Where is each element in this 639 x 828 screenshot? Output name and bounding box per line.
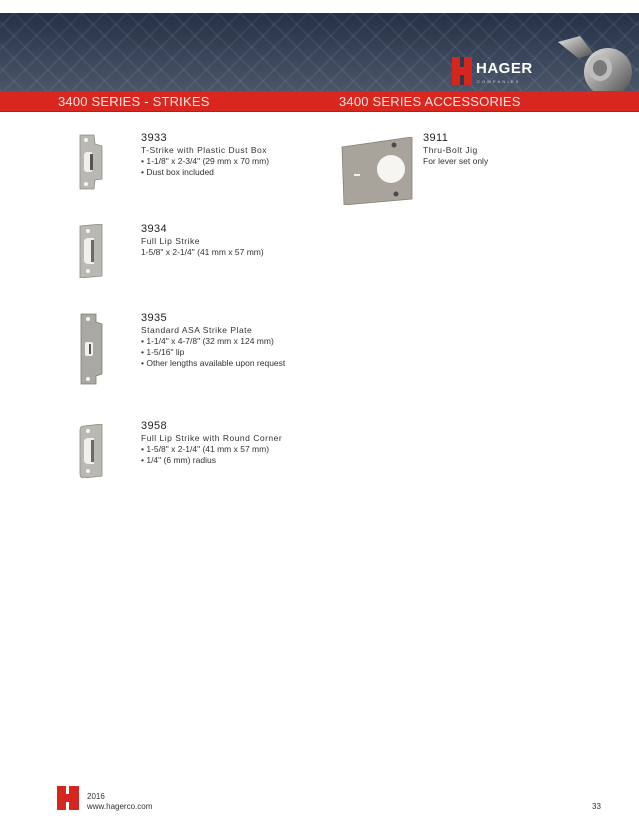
product-name: Full Lip Strike with Round Corner	[141, 433, 283, 443]
page-number: 33	[592, 802, 601, 811]
product-detail: • 1/4" (6 mm) radius	[141, 455, 216, 465]
round-corner-strike-image-icon	[78, 424, 104, 478]
section-bar	[0, 91, 639, 112]
product-detail: • 1-5/8" x 2-1/4" (41 mm x 57 mm)	[141, 444, 270, 454]
asa-strike-plate-image-icon	[79, 313, 105, 385]
product-detail: • Other lengths available upon request	[141, 358, 286, 368]
product-detail: • 1-5/16" lip	[141, 347, 185, 357]
product-name: Thru-Bolt Jig	[423, 145, 478, 155]
product-detail: • 1-1/8" x 2-3/4" (29 mm x 70 mm)	[141, 156, 270, 166]
product-name: Full Lip Strike	[141, 236, 200, 246]
product-number: 3911	[423, 132, 449, 144]
door-lever-icon	[558, 36, 639, 98]
header-banner	[0, 13, 639, 91]
footer-year: 2016	[87, 792, 105, 801]
thru-bolt-jig-image-icon	[340, 137, 414, 205]
product-detail: For lever set only	[423, 156, 489, 166]
t-strike-image-icon	[78, 134, 104, 190]
product-detail: 1-5/8" x 2-1/4" (41 mm x 57 mm)	[141, 247, 264, 257]
product-number: 3958	[141, 420, 168, 432]
product-detail: • 1-1/4" x 4-7/8" (32 mm x 124 mm)	[141, 336, 274, 346]
hager-logo-mark-icon	[452, 57, 472, 85]
footer-hager-logo-icon	[57, 786, 79, 810]
product-number: 3934	[141, 223, 168, 235]
product-number: 3933	[141, 132, 168, 144]
product-name: T-Strike with Plastic Dust Box	[141, 145, 268, 155]
section-title-accessories: 3400 SERIES ACCESSORIES	[339, 94, 521, 109]
product-detail: • Dust box included	[141, 167, 214, 177]
brand-name: HAGER	[476, 60, 533, 77]
product-number: 3935	[141, 312, 168, 324]
footer-website-link[interactable]: www.hagerco.com	[87, 802, 153, 811]
brand-subtitle: COMPANIES	[477, 79, 521, 84]
hager-logo	[452, 57, 552, 91]
full-lip-strike-image-icon	[78, 224, 104, 278]
product-name: Standard ASA Strike Plate	[141, 325, 253, 335]
section-title-strikes: 3400 SERIES - STRIKES	[58, 94, 210, 109]
